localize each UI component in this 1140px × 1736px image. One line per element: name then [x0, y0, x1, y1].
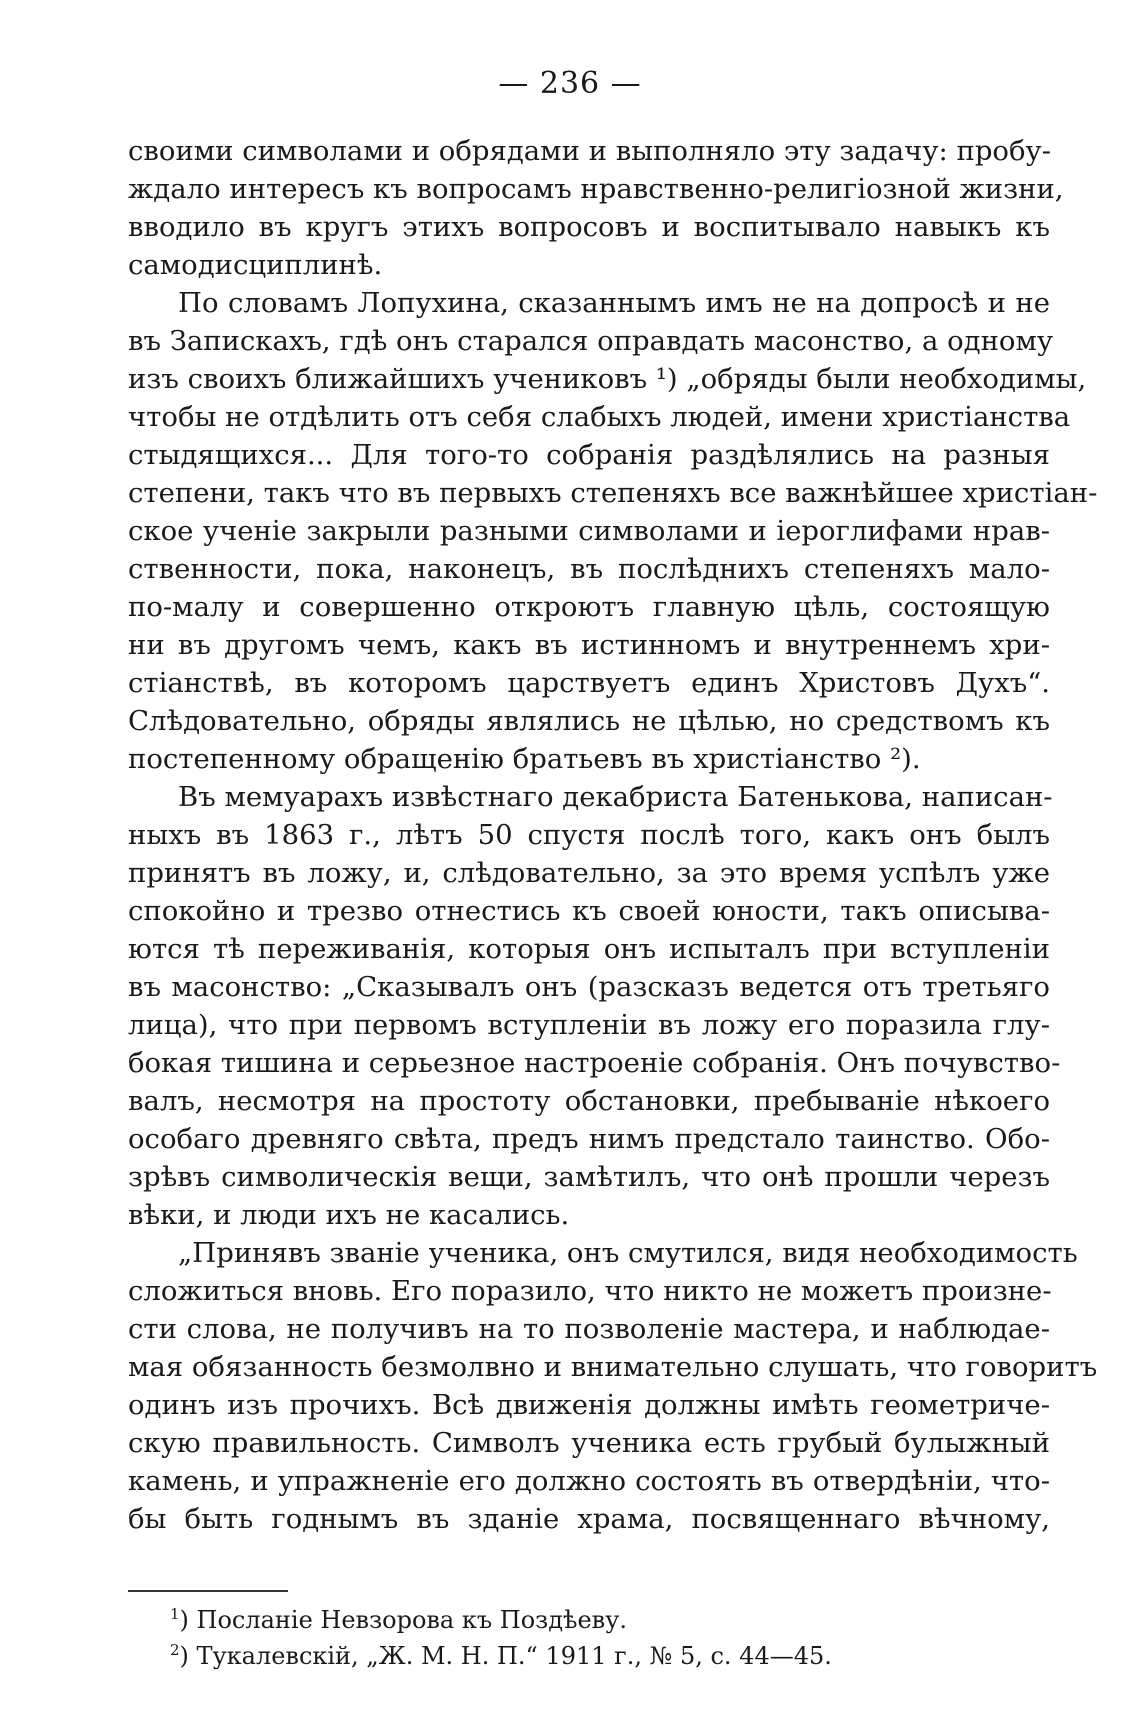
- text-line: самодисциплинѣ.: [128, 249, 383, 281]
- text-line: вводило въ кругъ этихъ вопросовъ и воспитывало навыкъ къ: [128, 211, 1050, 243]
- footnote-mark: 1: [170, 1605, 180, 1623]
- text-line: валъ, несмотря на простоту обстановки, пребыванiе нѣкоего: [128, 1085, 1050, 1117]
- text-line: Въ мемуарахъ извѣстнаго декабриста Батенькова, написан-: [178, 781, 1053, 813]
- text-line: особаго древняго свѣта, предъ нимъ предстало таинство. Обо-: [128, 1123, 1050, 1155]
- text-line: ни въ другомъ чемъ, какъ въ истинномъ и внутреннемъ хри-: [128, 629, 1050, 661]
- text-line: въ масонство: „Сказывалъ онъ (разсказъ ведется отъ третьяго: [128, 971, 1050, 1003]
- text-line: скую правильность. Символъ ученика есть грубый булыжный: [128, 1427, 1050, 1459]
- text-line: по-малу и совершенно откроютъ главную цѣль, состоящую: [128, 591, 1050, 623]
- footnote: [170, 1602, 1030, 1638]
- text-line: изъ своихъ ближайшихъ учениковъ ¹) „обряды были необходимы,: [128, 363, 1087, 395]
- text-line: ское ученiе закрыли разными символами и iероглифами нрав-: [128, 515, 1050, 547]
- text-line: ждало интересъ къ вопросамъ нравственно-религiозной жизни,: [128, 173, 1064, 205]
- footnote-text: ) Тукалевскiй, „Ж. М. Н. П.“ 1911 г., № 5, с. 44—45.: [179, 1642, 832, 1670]
- text-line: ются тѣ переживанiя, которыя онъ испыталъ при вступленiи: [128, 933, 1050, 965]
- text-line: сти слова, не получивъ на то позволенiе мастера, и наблюдае-: [128, 1313, 1050, 1345]
- text-line: лица), что при первомъ вступленiи въ ложу его поразила глу-: [128, 1009, 1050, 1041]
- text-line: ственности, пока, наконецъ, въ послѣднихъ степеняхъ мало-: [128, 553, 1050, 585]
- text-line: въ Запискахъ, гдѣ онъ старался оправдать масонство, а одному: [128, 325, 1054, 357]
- page-number: — 236 —: [498, 66, 642, 101]
- text-line: Слѣдовательно, обряды являлись не цѣлью, но средствомъ къ: [128, 705, 1050, 737]
- footnote-divider: [128, 1590, 288, 1592]
- text-line: сложиться вновь. Его поразило, что никто не можетъ произне-: [128, 1275, 1052, 1307]
- text-line: принятъ въ ложу, и, слѣдовательно, за это время успѣлъ уже: [128, 857, 1050, 889]
- text-line: одинъ изъ прочихъ. Всѣ движенiя должны имѣть геометриче-: [128, 1389, 1050, 1421]
- text-line: зрѣвъ символическiя вещи, замѣтилъ, что онѣ прошли черезъ: [128, 1161, 1050, 1193]
- footnote: [170, 1638, 1030, 1674]
- text-line: бокая тишина и серьезное настроенiе собранiя. Онъ почувство-: [128, 1047, 1061, 1079]
- text-line: чтобы не отдѣлить отъ себя слабыхъ людей, имени христiанства: [128, 401, 1071, 433]
- text-line: „Принявъ званiе ученика, онъ смутился, видя необходимость: [178, 1237, 1078, 1269]
- footnotes: [170, 1602, 1030, 1674]
- text-line: мая обязанность безмолвно и внимательно слушать, что говоритъ: [128, 1351, 1098, 1383]
- text-line: своими символами и обрядами и выполняло эту задачу: пробу-: [128, 135, 1052, 167]
- footnote-mark: 2: [170, 1641, 180, 1659]
- text-line: камень, и упражненiе его должно состоять въ отвердѣнiи, чтo-: [128, 1465, 1050, 1497]
- text-line: спокойно и трезво отнестись къ своей юности, такъ описыва-: [128, 895, 1050, 927]
- body-text: [128, 132, 1098, 1538]
- text-line: бы быть годнымъ въ зданiе храма, посвященнаго вѣчному,: [128, 1503, 1050, 1535]
- text-line: ныхъ въ 1863 г., лѣтъ 50 спустя послѣ того, какъ онъ былъ: [128, 819, 1050, 851]
- text-line: По словамъ Лопухина, сказаннымъ имъ не на допросѣ и не: [178, 287, 1050, 319]
- footnote-text: ) Посланiе Невзорова къ Поздѣеву.: [179, 1606, 627, 1634]
- text-line: степени, такъ что въ первыхъ степеняхъ все важнѣйшее христiан-: [128, 477, 1098, 509]
- text-line: постепенному обращенiю братьевъ въ христiанство ²).: [128, 743, 921, 775]
- text-line: стiанствѣ, въ которомъ царствуетъ единъ Христовъ Духъ“.: [128, 667, 1050, 699]
- text-line: вѣки, и люди ихъ не касались.: [128, 1199, 570, 1231]
- text-line: стыдящихся... Для того-то собранiя раздѣлялись на разныя: [128, 439, 1050, 471]
